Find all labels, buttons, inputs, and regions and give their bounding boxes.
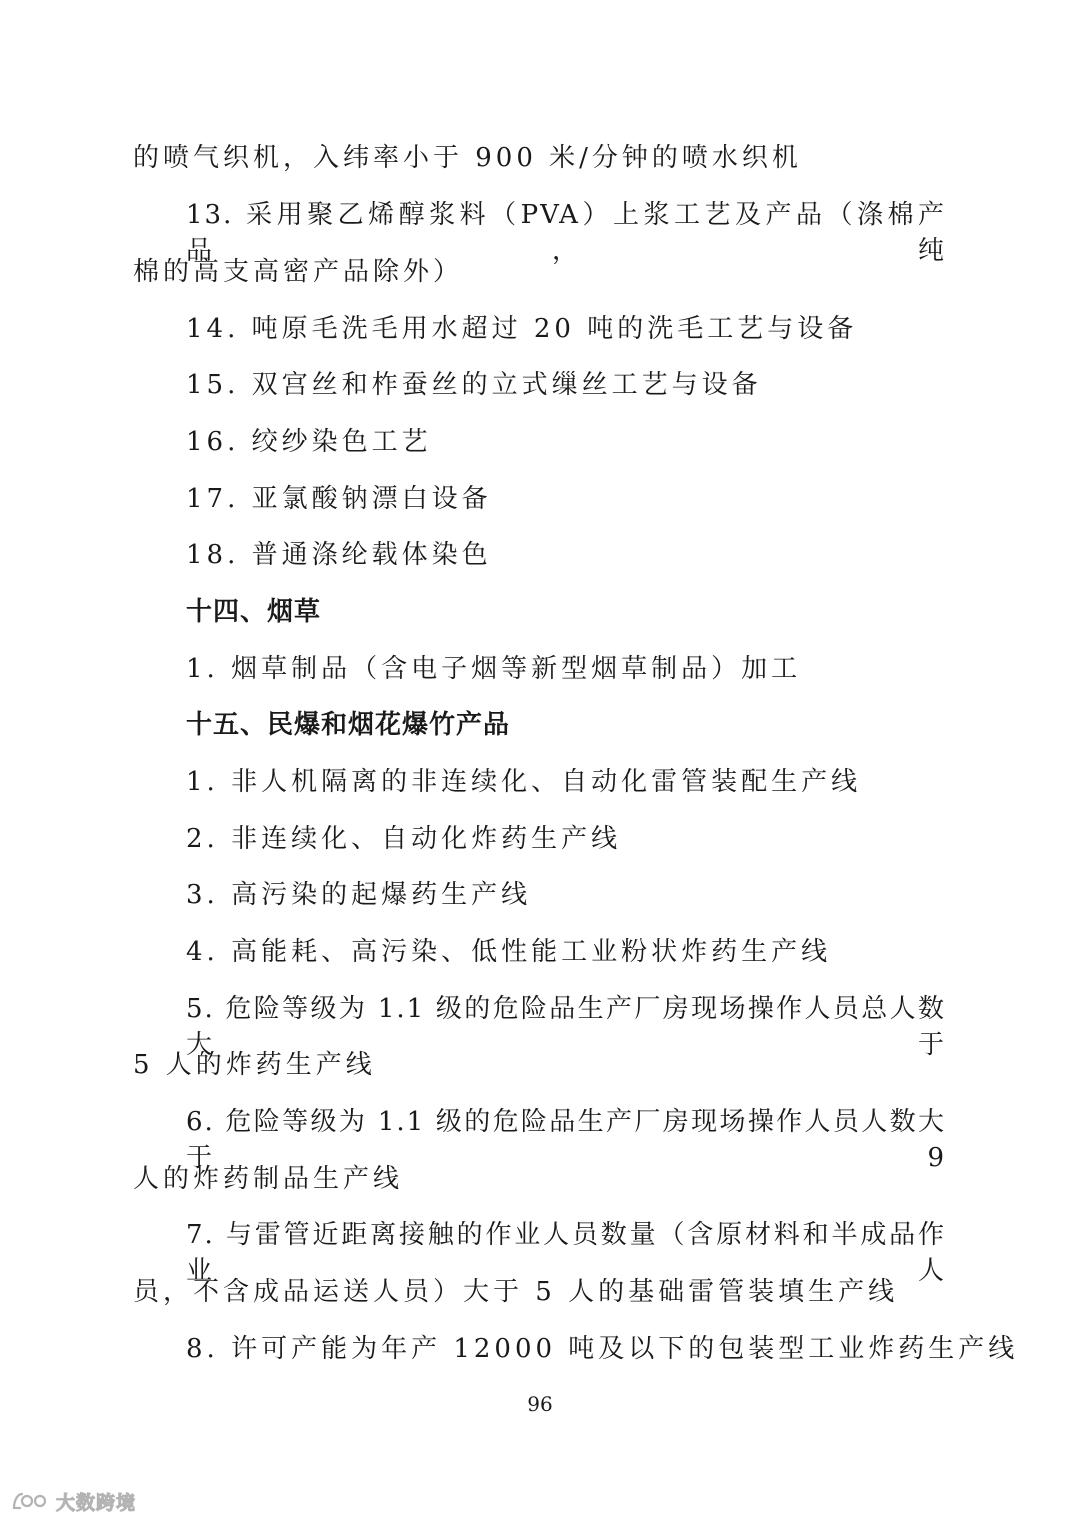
text-line: 7. 与雷管近距离接触的作业人员数量（含原材料和半成品作业人	[186, 1220, 946, 1286]
text-line: 5 人的炸药生产线	[133, 1050, 376, 1080]
text-line: 2. 非连续化、自动化炸药生产线	[186, 824, 622, 854]
text-line: 1. 烟草制品（含电子烟等新型烟草制品）加工	[186, 654, 802, 684]
text-line: 6. 危险等级为 1.1 级的危险品生产厂房现场操作人员人数大于 9	[186, 1107, 946, 1173]
brand-logo-icon	[10, 1488, 50, 1514]
text-line: 13. 采用聚乙烯醇浆料（PVA）上浆工艺及产品（涤棉产品，纯	[186, 200, 946, 266]
text-line: 的喷气织机，入纬率小于 900 米/分钟的喷水织机	[133, 143, 802, 173]
text-line: 人的炸药制品生产线	[133, 1164, 404, 1194]
text-line: 1. 非人机隔离的非连续化、自动化雷管装配生产线	[186, 767, 862, 797]
text-line: 18. 普通涤纶载体染色	[186, 540, 492, 570]
text-line: 14. 吨原毛洗毛用水超过 20 吨的洗毛工艺与设备	[186, 314, 858, 344]
page-number: 96	[527, 1392, 553, 1416]
section-heading: 十四、烟草	[186, 597, 322, 627]
text-line: 8. 许可产能为年产 12000 吨及以下的包装型工业炸药生产线	[186, 1334, 1019, 1364]
text-line: 员，不含成品运送人员）大于 5 人的基础雷管装填生产线	[133, 1277, 899, 1307]
section-heading: 十五、民爆和烟花爆竹产品	[186, 710, 511, 740]
text-line: 16. 绞纱染色工艺	[186, 427, 432, 457]
watermark-text: 大数跨境	[56, 1491, 137, 1514]
watermark	[10, 1486, 136, 1516]
text-line: 15. 双宫丝和柞蚕丝的立式缫丝工艺与设备	[186, 370, 762, 400]
text-line: 4. 高能耗、高污染、低性能工业粉状炸药生产线	[186, 937, 832, 967]
text-line: 棉的高支高密产品除外）	[133, 257, 464, 287]
text-line: 17. 亚氯酸钠漂白设备	[186, 484, 492, 514]
text-line: 5. 危险等级为 1.1 级的危险品生产厂房现场操作人员总人数大于	[186, 994, 946, 1060]
text-line: 3. 高污染的起爆药生产线	[186, 880, 532, 910]
